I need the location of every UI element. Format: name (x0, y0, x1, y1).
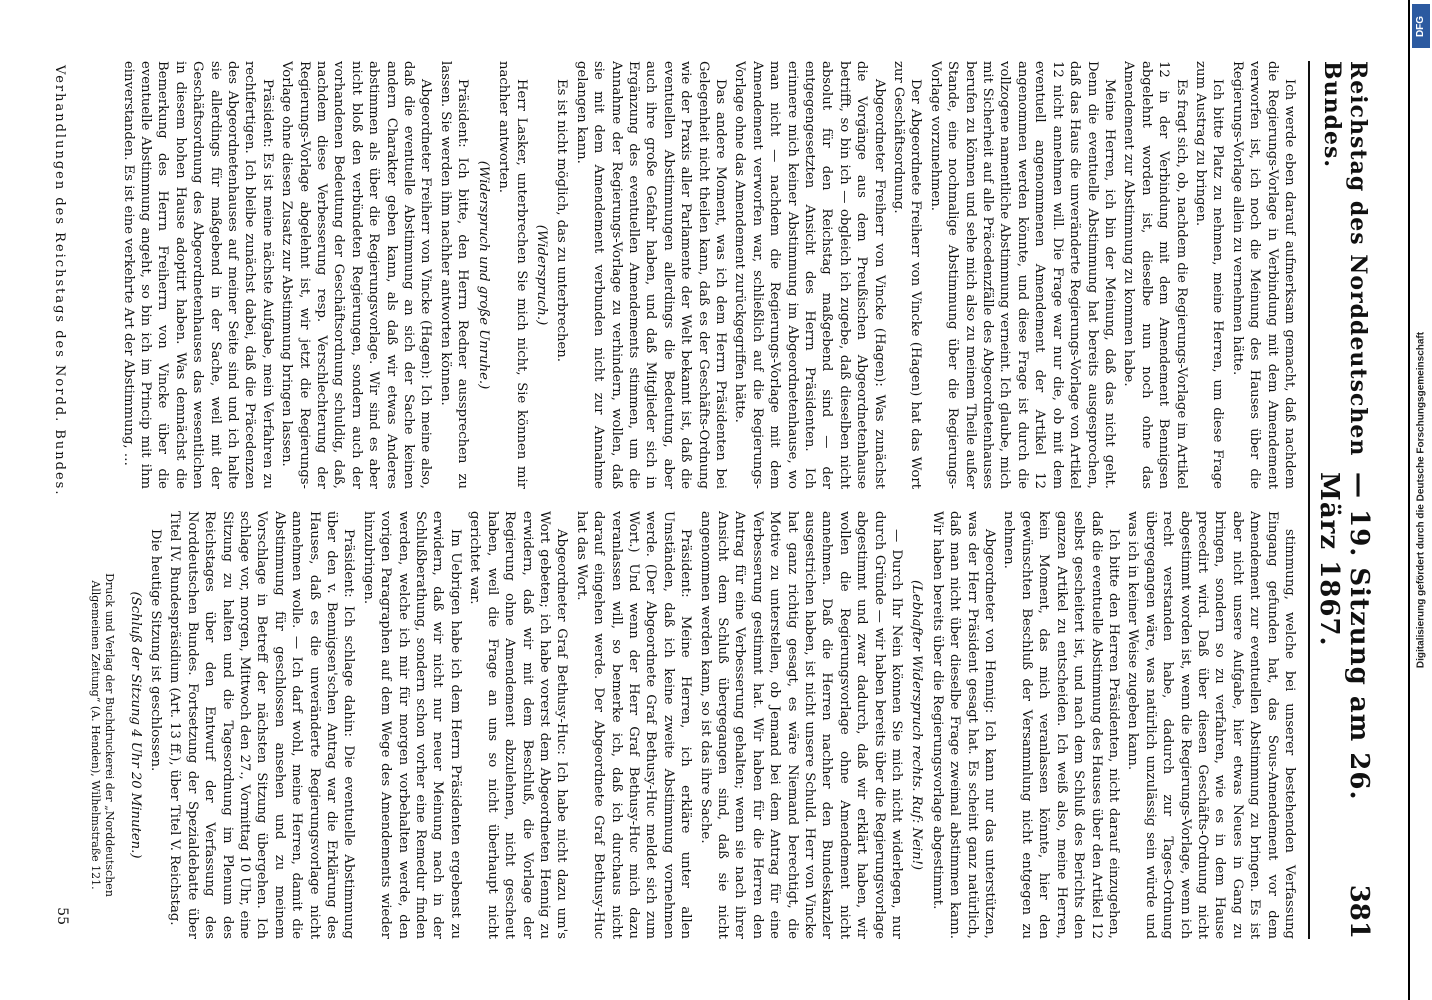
right-column-paragraph: (Lebhafter Widerspruch rechts. Ruf: Nein!) (909, 579, 925, 871)
rotated-document-page (36, 35, 1396, 965)
right-column-paragraph: Präsident: Meine Herren, ich erkläre unter allen Umständen, daß ich keine zweite Abstimmung vornehmen werde. (Der Abgeordnete Graf Bethusy-Huc meldet sich zum Wort.) Und wenn der Herr Graf Bethusy-Huc mich dazu veranlassen will, so bemerke ich, daß ich durchaus nicht darauf eingehen werde. Der Abgeordnete Graf Bethusy-Huc hat das Wort. (573, 511, 694, 939)
left-column-paragraph: Ich werde eben darauf aufmerksam gemacht, daß nachdem die Regierungs-Vorlage in Verbindung mit dem Amendement verworfen ist, ich noch die Meinung des Hauses über die Regierungs-Vorlage allein zu vernehmen hätte. (1229, 61, 1297, 489)
left-column-paragraph: Meine Herren, ich bin der Meinung, daß das nicht geht. Denn die eventuelle Abstimmung hat bereits ausgesprochen, daß das Haus die unveränderte Regierungs-Vorlage von Artikel 12 nicht annehmen will. Die Frage war nur die, ob mit dem eventuell angenommenen Amendement der Artikel 12 angenommen werden könnte, und diese Frage ist durch die vollzogene namentliche Abstimmung verneint. Ich glaube, mich mit Sicherheit auf alle Präcedenzfälle des Abgeordnetenhauses berufen zu können und sehe mich also zu meinem Theile außer Stande, eine nochmalige Abstimmung über die Regierungs-Vorlage vorzunehmen. (927, 61, 1117, 489)
text-columns (98, 61, 1298, 939)
left-column-paragraph: (Widerspruch.) (533, 224, 549, 326)
left-column-paragraph: Präsident: Es ist meine nächste Aufgabe, mein Verfahren zu rechtfertigen. Ich bleibe zunächst dabei, daß die Präcedenzen des Abgeordnetenhauses auf meiner Seite sind und ich halte sie allerdings für maßgebend in der Sache, weil mit der Geschäftsordnung des Abgeordnetenhauses das wesentlichen in diesem hohen Hause adoptirt haben. Was demnächst die Bemerkung des Herrn Freiherrn von Vincke über die eventuelle Abstimmung angeht, so bin ich im Princip mit ihm einverstanden. Es ist eine verkehrte Art der Abstimmung, … (120, 61, 275, 489)
left-column-paragraph: (Widerspruch und große Unruhe.) (475, 160, 491, 390)
side-banner (1410, 0, 1432, 1000)
dfg-logo-text: DFG (1415, 15, 1427, 37)
left-column-paragraph: Abgeordneter Freiherr von Vincke (Hagen): Ich meine also, daß die eventuelle Abstimmung an sich der Sache keinen andern Charakter geben kann, als daß wir etwas Anderes abstimmen als über die Regierungsvorlage. Wir sind es aber nicht bloß den verbündeten Regierungen, sondern auch der vorhandenen Bedeutung der Geschäftsordnung schuldig, daß, nachdem diese Verbesserung resp. Verschlechterung der Regierungs-Vorlage abgelehnt ist, wir jetzt die Regierungs-Vorlage ohne diesen Zusatz zur Abstimmung bringen lassen. (279, 61, 434, 489)
right-column-paragraph: — Durch Ihr Nein können Sie mich nicht widerlegen, nur durch Gründe — wir haben bereits über die Regierungsvorlage abgestimmt und zwar dadurch, daß wir erklärt haben, wir wollen die Regierungsvorlage ohne Amendement nicht annehmen. Daß die Herren nachher den Bundeskanzler ausgestrichen haben, ist nicht unsere Schuld. Herr von Vincke hat ganz richtig gesagt, es wäre Niemand berechtigt, die Motive zu unterstellen, ob Jemand bei dem Antrag für eine Verbesserung gestimmt hat. Wir haben für die Herren den Antrag für eine Verbesserung gehalten; wenn sie nach ihrer Ansicht dem Schluß übergegangen sind, daß sie nicht angenommen werden kann, so ist das ihre Sache. (697, 511, 905, 939)
left-column-paragraph: Es fragt sich, ob, nachdem die Regierungs-Vorlage im Artikel 12 in der Verbindung mit dem Amendement Bennigsen abgelehnt worden ist, dieselbe nun noch ohne das Amendement zur Abstimmung zu kommen habe. (1121, 61, 1189, 489)
right-column-paragraph: Im Uebrigen habe ich dem Herrn Präsidenten ergebenst zu erwidern, daß wir nicht nur neuer Meinung nach in der Schlußberathung, sondern schon vorher eine Remedur finden werden, welche ich mir für morgen vorbehalten werde, den vorigen Paragraphen auf dem Wege des Amendements wieder hinzubringen. (360, 511, 463, 939)
right-column-paragraph: (Schluß der Sitzung 4 Uhr 20 Minuten.) (127, 591, 143, 859)
right-column-paragraph: stimmung, welche bei unserer bestehenden Verfassung Eingang gefunden hat, das Sous-Amendement vor dem Amendement zur eventuellen Abstimmung zu bringen. Es ist aber nicht unsere Aufgabe, hier etwas Neues in Gang zu bringen, sondern so zu verfahren, wie es in dem Hause precedirt wird. Daß über diesen Geschäfts-Ordnung nicht abgestimmt worden ist, wenn die Regierungs-Vorlage, wenn ich recht verstanden habe, dadurch zur Tages-Ordnung übergegangen wäre, was natürlich unzulässig sein würde und was ich in keiner Weise zugeben kann. (1125, 511, 1297, 939)
left-column-paragraph: Der Abgeordnete Freiherr von Vincke (Hagen) hat das Wort zur Geschäftsordnung. (891, 61, 924, 489)
header-title: Reichstag des Norddeutschen Bundes. (1319, 61, 1371, 457)
right-column-paragraph: Präsident: Ich schlage dahin: Die eventuelle Abstimmung über den v. Bennigsen'schen Antrag war die Erklärung des Hauses, daß es die unveränderte Regierungsvorlage nicht annehmen wolle. — Ich darf wohl, meine Herren, damit die Abstimmung für geschlossen ansehen und zu meinem Vorschlage in Betreff der nächsten Sitzung übergehen. Ich schlage vor, morgen, Mittwoch den 27., Vormittag 10 Uhr, eine Sitzung zu halten und die Tagesordnung im Plenum des Reichstages über den Entwurf der Verfassung des Norddeutschen Bundes. Fortsetzung der Spezialdebatte über Titel IV. Bundespräsidium (Art. 13 ff.), über Titel V. Reichstag. (167, 511, 357, 939)
left-column (98, 61, 1298, 489)
side-banner-text: Digitalisierung gefördert durch die Deutsche Forschungsgemeinschaft (1415, 331, 1427, 669)
right-column-paragraph: Ich bitte den Herren Präsidenten, nicht darauf einzugehen, daß die eventuelle Abstimmung des Hauses über den Artikel 12 selbst gescheitert ist, und nach dem Schluß des Berichts den ganzen Artikel zu entscheiden. Ich weiß also, meine Herren, kein Moment, das mich veranlassen könnte, hier den gewünschten Beschluß der Versammlung nicht entgegen zu nehmen. (1001, 511, 1121, 939)
left-column-paragraph: Ich bitte Platz zu nehmen, meine Herren, um diese Frage zum Austrag zu bringen. (1192, 61, 1226, 489)
right-column-paragraph: Abgeordneter Graf Bethusy-Huc: Ich habe nicht dazu um's Wort gebeten; ich habe vorerst dem Abgeordneten Hennig zu erwidern, daß wir mit dem Beschluß, die Vorlage der Regierung ohne Amendement abzulehnen, nicht gescheut haben, weil die Frage an uns so nicht überhaupt nicht gerichtet war. (467, 511, 570, 939)
page-header (1308, 61, 1374, 939)
right-column (98, 511, 1298, 939)
page-number: 381 (1344, 884, 1374, 939)
right-column-paragraph: Abgeordneter von Hennig: Ich kann nur das unterstützen, was der Herr Präsident gesagt hat. Es scheint ganz natürlich, daß man nicht über dieselbe Frage zweimal abstimmen kann. Wir haben bereits über die Regierungsvorlage abgestimmt. (929, 511, 998, 939)
left-column-paragraph: Abgeordneter Freiherr von Vincke (Hagen): Was zunächst die Vorgänge aus dem Preußischen Abgeordnetenhause betrifft, so bin ich — obgleich ich zugebe, daß dieselben nicht absolut für den Reichstag maßgebend sind — der entgegengesetzten Ansicht des Herrn Präsidenten. Ich erinnere mich keiner Abstimmung im Abgeordnetenhause, wo man nicht — nachdem die Regierungs-Vorlage mit dem Amendement verworfen war, schließlich auf die Regierungs-Vorlage ohne das Amendement zurückgegriffen hätte. (732, 61, 887, 489)
header-session: — 19. Sitzung am 26. März 1867. (1314, 472, 1374, 801)
footer-left-text: Verhandlungen des Reichstags des Nordd. Bundes. (52, 65, 67, 497)
signature-mark: 55 (54, 907, 70, 925)
left-column-paragraph: Es ist nicht möglich, das zu unterbrechen. (554, 79, 570, 362)
printer-imprint: Druck und Verlag der Buchdruckerei der „Norddeutschen Allgemeinen Zeitung“ (A. Henden), Wilhelmstraße 121. (89, 573, 116, 897)
right-column-paragraph: Die heutige Sitzung ist geschlossen. (148, 529, 163, 772)
left-column-paragraph: Das andere Moment, was ich dem Herrn Präsidenten bei Gelegenheit nicht theilen kann, daß es der Geschäfts-Ordnung wie der Praxis aller Parlamente der Welt bekannt ist, daß die eventuellen Abstimmungen allerdings die Bedeutung, aber auch ihre große Gefahr haben, und daß Mitglieder sich in Ergänzung des eventuellen Amendements stimmen, um die Annahme der Regierungs-Vorlage zu verhindern, wollen, daß sie mit dem Amendement verbunden nicht zur Annahme gelangen kann. (573, 61, 728, 489)
dfg-logo (1412, 4, 1430, 48)
left-column-paragraph: Herr Lasker, unterbrechen Sie mich nicht, Sie können mir nachher antworten. (496, 61, 529, 489)
left-column-paragraph: Präsident: Ich bitte, den Herrn Redner aussprechen zu lassen. Sie werden ihm nachher antworten können. (437, 61, 471, 489)
